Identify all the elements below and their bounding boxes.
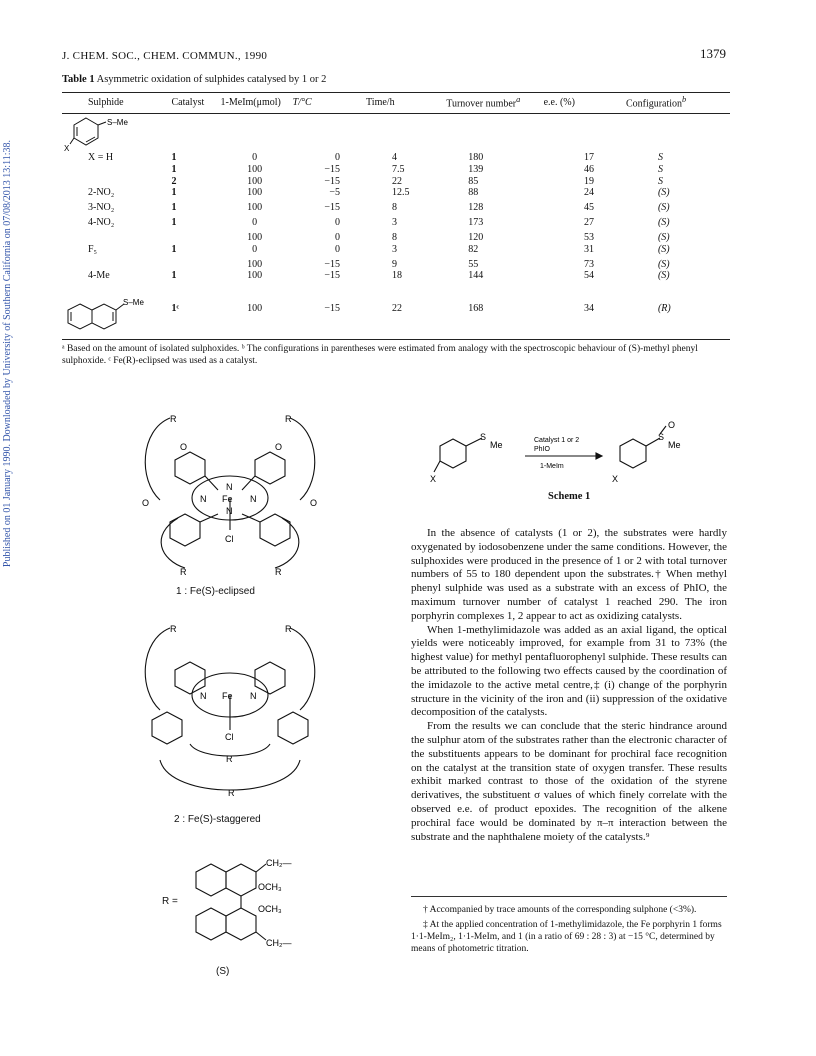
table-cell: 85 xyxy=(468,175,479,187)
table-cell: 2-NO₂ xyxy=(88,187,115,199)
col-header-config xyxy=(624,93,730,114)
table-cell: 82 xyxy=(468,243,479,255)
col-header: 1-MeIm(μmol) xyxy=(219,93,291,114)
table-cell: 22 xyxy=(392,302,403,314)
atom-r: R xyxy=(226,754,233,764)
table-cell: 0 xyxy=(335,232,341,244)
table-cell: 45 xyxy=(583,202,594,214)
structure-row xyxy=(62,114,730,153)
table-cell: 100 xyxy=(247,302,263,314)
col-header: Sulphide xyxy=(62,93,169,114)
table-title: Asymmetric oxidation of sulphides catalysed by 1 or 2 xyxy=(96,74,327,85)
table-cell: 128 xyxy=(468,202,484,214)
table-cell: 1 xyxy=(171,187,177,199)
table-cell: 168 xyxy=(468,302,484,314)
table-cell: (S) xyxy=(657,232,670,244)
scheme-x: X xyxy=(430,474,437,484)
table-cell: 9 xyxy=(392,258,398,270)
table-row xyxy=(62,176,730,188)
table-cell: 73 xyxy=(583,258,594,270)
table-cell: −15 xyxy=(324,270,341,282)
table-cell: 0 xyxy=(335,152,341,164)
table-cell: 12.5 xyxy=(392,187,410,199)
scheme-me: Me xyxy=(668,440,681,450)
table-cell: 4 xyxy=(392,152,398,164)
table-cell: −15 xyxy=(324,258,341,270)
table-cell: 0 xyxy=(252,217,258,229)
atom-r: R xyxy=(170,414,177,424)
r-configuration: (S) xyxy=(216,966,230,977)
binaphthyl-drawing xyxy=(186,852,306,962)
table-cell: 100 xyxy=(247,232,263,244)
atom-n: N xyxy=(250,494,257,504)
table-cell: 1 xyxy=(171,202,177,214)
table-footnote: ᵃ Based on the amount of isolated sulphoxides. ᵇ The configurations in parentheses were estimated from analogy with the spectroscopic behaviour of (S)-methyl phenyl sulphoxide. ᶜ Fe(R)-eclipsed was used as a catalyst. xyxy=(62,344,698,366)
table-label: Table 1 xyxy=(62,74,95,85)
atom-o: O xyxy=(142,498,150,508)
r-definition-label: R = xyxy=(162,896,178,907)
table-bottom-rule xyxy=(62,339,730,340)
table-cell: 100 xyxy=(247,258,263,270)
table-cell: (R) xyxy=(657,302,671,314)
table-cell: 120 xyxy=(468,232,484,244)
atom-cl: Cl xyxy=(225,732,234,742)
scheme-s: S xyxy=(658,432,665,442)
table-cell: (S) xyxy=(657,258,670,270)
table-row xyxy=(62,232,730,244)
table-cell: 22 xyxy=(392,175,403,187)
atom-r: R xyxy=(180,567,187,577)
och3-label: OCH₃ xyxy=(258,904,282,914)
atom-r: R xyxy=(285,414,292,424)
atom-r: R xyxy=(285,624,292,634)
och3-label: OCH₃ xyxy=(258,882,282,892)
table-cell: 100 xyxy=(247,202,263,214)
scheme-reagent: Catalyst 1 or 2 xyxy=(534,437,580,444)
atom-fe: Fe xyxy=(222,691,233,701)
table-caption xyxy=(62,74,326,85)
journal-header: J. CHEM. SOC., CHEM. COMMUN., 1990 xyxy=(62,50,268,62)
col-header: Catalyst xyxy=(169,93,218,114)
table-cell: 1 xyxy=(171,163,177,175)
table-cell: 8 xyxy=(392,202,398,214)
table-cell: −15 xyxy=(324,175,341,187)
thioanisole-structure xyxy=(64,114,184,152)
table-cell: S xyxy=(657,152,663,164)
table-cell: 100 xyxy=(247,187,263,199)
structure-1-caption: 1 : Fe(S)-eclipsed xyxy=(176,586,255,597)
body-paragraph: In the absence of catalysts (1 or 2), the substrates were hardly oxygenated by iodosobenzene under the same conditions. However, the sulphoxides were produced in the presence of 1 or 2 with total turnover numbers of 55 to 180 dependent upon the substrates.† When methyl phenyl sulphide was used as a substrate with an excess of PhIO, the maximum turnover number of catalyst 1 reached 290. The iron porphyrin complexes 1, 2 appear to act as oxidizing catalysts. xyxy=(411,527,727,622)
table-cell: 55 xyxy=(468,258,479,270)
footnotes xyxy=(411,904,727,958)
table-cell: (S) xyxy=(657,217,670,229)
atom-o: O xyxy=(310,498,318,508)
scheme-label: Scheme 1 xyxy=(548,491,591,502)
table-cell: (S) xyxy=(657,270,670,282)
table-row xyxy=(62,202,730,217)
table-cell xyxy=(169,232,218,244)
ch2-label: CH₂— xyxy=(266,858,292,868)
atom-n: N xyxy=(250,691,257,701)
table-cell: 27 xyxy=(583,217,594,229)
footnote-mark: b xyxy=(682,95,687,104)
results-table xyxy=(62,92,730,314)
table-header-row xyxy=(62,93,730,114)
table-cell xyxy=(62,259,169,271)
table-cell: 18 xyxy=(392,270,403,282)
col-header: e.e. (%) xyxy=(542,93,624,114)
atom-r: R xyxy=(170,624,177,634)
table-cell: 31 xyxy=(583,243,594,255)
footnote-rule xyxy=(411,896,727,897)
scheme-1-drawing xyxy=(420,420,720,495)
table-row xyxy=(62,259,730,271)
table-cell: −15 xyxy=(324,163,341,175)
atom-n: N xyxy=(200,494,207,504)
table-cell: 0 xyxy=(252,243,258,255)
table-cell: 8 xyxy=(392,232,398,244)
col-header-turnover xyxy=(444,93,541,114)
footnote: † Accompanied by trace amounts of the corresponding sulphone (<3%). xyxy=(423,905,697,915)
body-paragraph: From the results we can conclude that the steric hindrance around the sulphur atom of the substrates rather than the electronic character of the substituents appears to be dominant for prochiral face recognition on the catalyst at the transition state of oxygen transfer. These results exhibit marked contrast to those of the oxidation of the styrene derivatives, the substituent σ values of which finely correlate with the observed e.e. of product epoxides. The recognition of the alkene prochiral face would be dominated by π–π interaction between the substrate and the naphthalene moiety of the catalysts.⁹ xyxy=(411,720,727,843)
table-cell: F₅ xyxy=(88,243,98,255)
col-header-text: Configuration xyxy=(625,98,683,110)
table-cell: −15 xyxy=(324,302,341,314)
table-cell: (S) xyxy=(657,243,670,255)
naphthyl-structure xyxy=(66,298,166,332)
atom-o: O xyxy=(180,442,188,452)
col-header: T/°C xyxy=(291,93,364,114)
table-cell: 100 xyxy=(247,163,263,175)
col-header: Time/h xyxy=(364,93,444,114)
table-cell: 1ᶜ xyxy=(171,302,180,314)
footnote: ‡ At the applied concentration of 1-methylimidazole, the Fe porphyrin 1 forms 1·1-MeIm₂, 1·1-MeIm, and 1 (in a ratio of 69 : 28 : 3) at −15 °C, determined by means of photometric titration. xyxy=(411,920,722,954)
table-cell: 54 xyxy=(583,270,594,282)
table-cell: 3 xyxy=(392,217,398,229)
scheme-reagent: PhIO xyxy=(534,446,550,453)
sme-label-2: S–Me xyxy=(123,298,144,307)
structure-1-drawing xyxy=(130,410,330,590)
table-cell: 46 xyxy=(583,163,594,175)
table-cell: 0 xyxy=(335,243,341,255)
table-cell: 34 xyxy=(583,302,594,314)
table-cell: 19 xyxy=(583,175,594,187)
atom-r: R xyxy=(228,788,235,798)
table-row xyxy=(62,270,730,284)
atom-cl: Cl xyxy=(225,534,234,544)
table-cell xyxy=(62,232,169,244)
atom-fe: Fe xyxy=(222,494,233,504)
table-cell: 1 xyxy=(171,270,177,282)
body-text xyxy=(411,527,727,844)
table-cell: 3 xyxy=(392,243,398,255)
atom-r: R xyxy=(275,567,282,577)
table-row xyxy=(62,187,730,202)
table-cell: 24 xyxy=(583,187,594,199)
table-cell: 139 xyxy=(468,163,484,175)
table-cell: S xyxy=(657,175,663,187)
table-cell: 4-Me xyxy=(88,270,110,282)
page-number: 1379 xyxy=(700,46,726,61)
table-cell: 100 xyxy=(247,175,263,187)
table-cell xyxy=(62,176,169,188)
table-row xyxy=(62,244,730,259)
table-cell: 53 xyxy=(583,232,594,244)
table-cell: 7.5 xyxy=(392,163,405,175)
table-cell: −5 xyxy=(329,187,341,199)
col-header-text: Turnover number xyxy=(446,98,517,110)
sme-label: S–Me xyxy=(107,118,128,128)
table-row xyxy=(62,164,730,176)
table-cell: X = H xyxy=(88,152,114,164)
table-cell: 1 xyxy=(171,217,177,229)
footnote-mark: a xyxy=(516,95,521,104)
table-cell: 1 xyxy=(171,152,177,164)
atom-o: O xyxy=(275,442,283,452)
table-cell: S xyxy=(657,163,663,175)
atom-n: N xyxy=(226,482,233,492)
table-cell xyxy=(169,259,218,271)
scheme-o: O xyxy=(668,420,676,430)
table-cell: 100 xyxy=(247,270,263,282)
table-cell: 3-NO₂ xyxy=(88,202,115,214)
table-cell: 0 xyxy=(252,152,258,164)
x-label: X xyxy=(64,144,70,153)
table-cell: 144 xyxy=(468,270,484,282)
scheme-reagent: 1-MeIm xyxy=(540,463,564,470)
scheme-me: Me xyxy=(490,440,503,450)
atom-n: N xyxy=(200,691,207,701)
table-row xyxy=(62,152,730,164)
table-cell: 2 xyxy=(171,175,177,187)
table-cell xyxy=(62,164,169,176)
table-cell: 173 xyxy=(468,217,484,229)
table-cell: 4-NO₂ xyxy=(88,217,115,229)
download-watermark xyxy=(2,140,16,680)
table-cell: (S) xyxy=(657,202,670,214)
table-row xyxy=(62,217,730,232)
table-cell: 1 xyxy=(171,243,177,255)
table-cell: (S) xyxy=(657,187,670,199)
table-cell: −15 xyxy=(324,202,341,214)
scheme-x: X xyxy=(612,474,619,484)
table-cell: 0 xyxy=(335,217,341,229)
body-paragraph: When 1-methylimidazole was added as an axial ligand, the optical yields were noticeably improved, for example from 31 to 73% (the highest value) for methyl pentafluorophenyl sulphide. These results can be attributed to the following two effects caused by the coordination of the imidazole to the active metal centre,‡ (i) change of the porphyrin structure in the vicinity of the iron and (ii) suppression of the oxidative decomposition of the catalysts. xyxy=(411,623,727,719)
table-cell: 17 xyxy=(583,152,594,164)
structure-2-drawing xyxy=(130,620,330,810)
atom-n: N xyxy=(226,506,233,516)
scheme-s: S xyxy=(480,432,487,442)
ch2-label: CH₂— xyxy=(266,938,292,948)
structure-2-caption: 2 : Fe(S)-staggered xyxy=(174,814,261,825)
watermark-text: Published on 01 January 1990. Downloaded by University of Southern California on 07/08/2013 13:11:38. xyxy=(2,140,13,568)
table-cell: 180 xyxy=(468,152,484,164)
table-cell: 88 xyxy=(468,187,479,199)
